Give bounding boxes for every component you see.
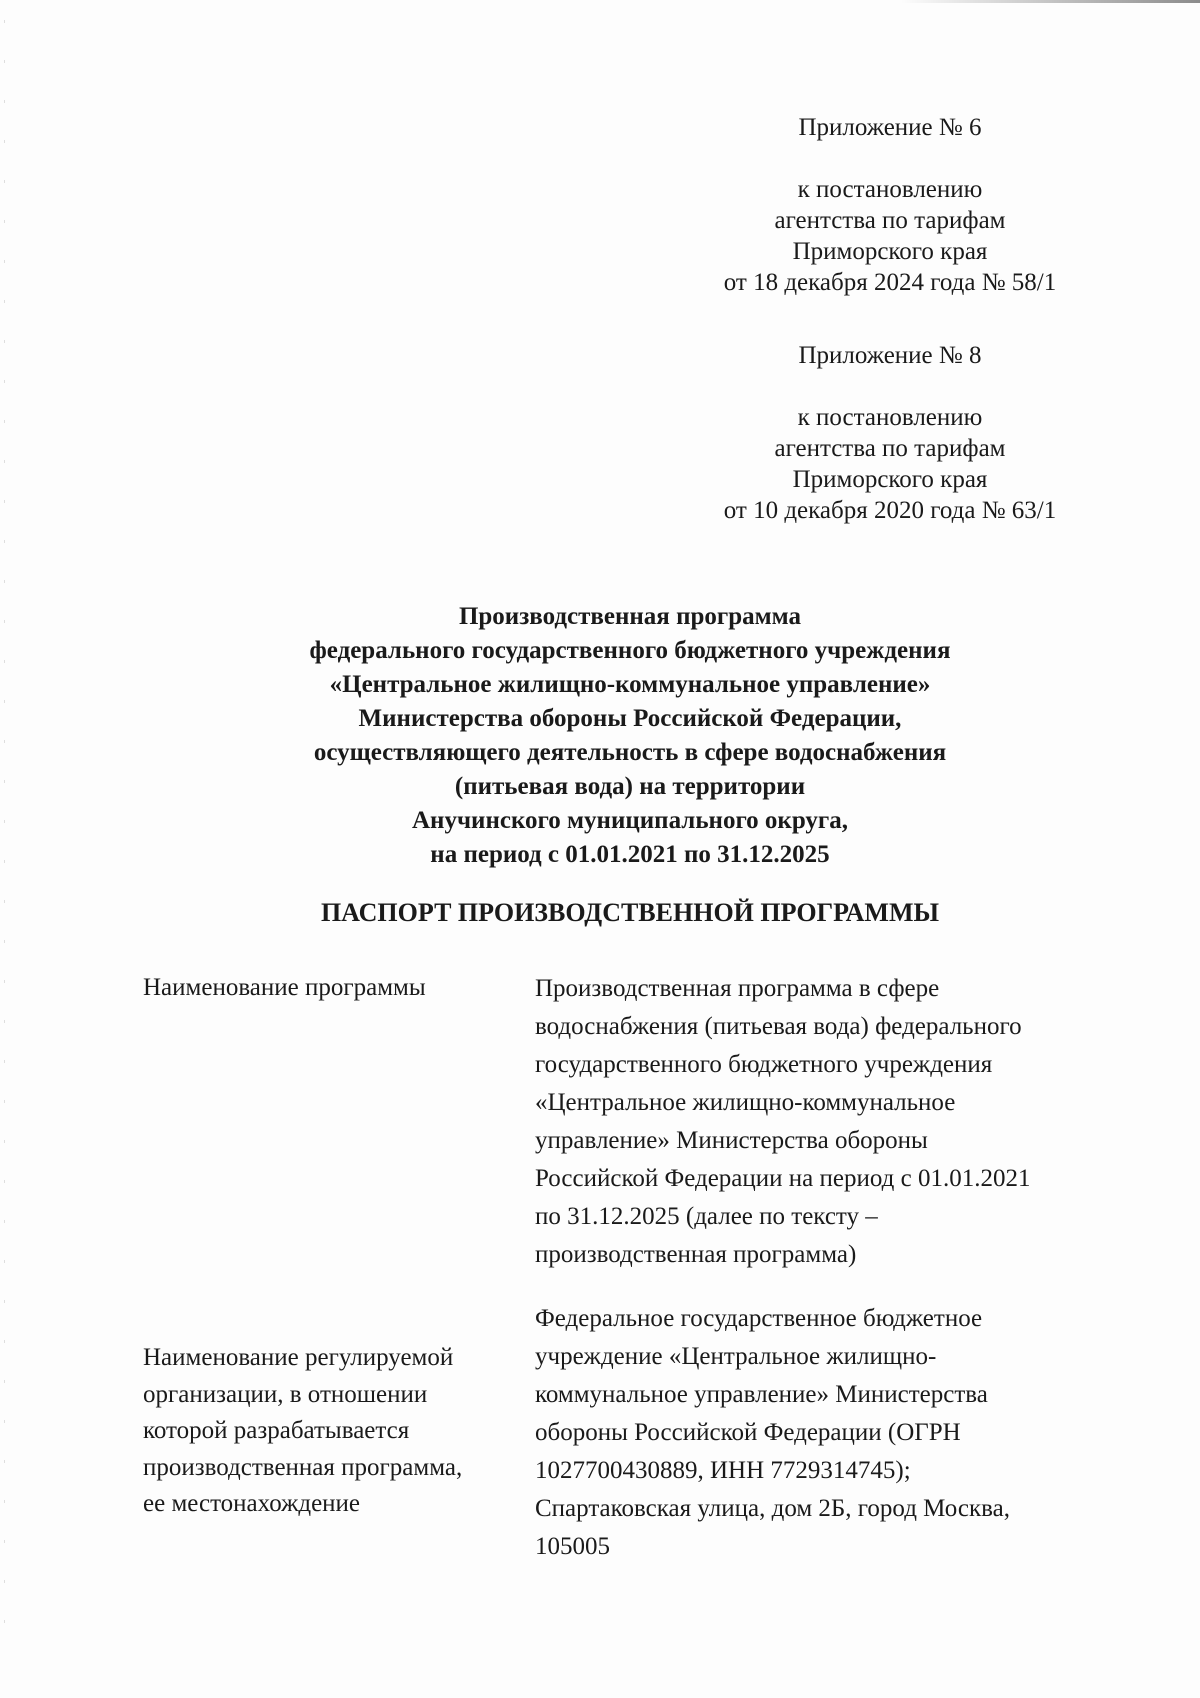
passport-value-line: управление» Министерства обороны: [535, 1127, 928, 1154]
appendix-current-line: Приморского края: [792, 238, 988, 265]
passport-value-line: государственного бюджетного учреждения: [535, 1051, 993, 1078]
passport-value-line: обороны Российской Федерации (ОГРН: [535, 1419, 961, 1446]
appendix-current-title: Приложение № 6: [798, 114, 982, 141]
passport-heading: ПАСПОРТ ПРОИЗВОДСТВЕННОЙ ПРОГРАММЫ: [320, 898, 940, 927]
program-title-line: федерального государственного бюджетного учреждения: [309, 637, 951, 664]
program-title-line: (питьевая вода) на территории: [454, 773, 806, 800]
appendix-original: [680, 340, 1100, 526]
passport-label-line: Наименование программы: [143, 974, 426, 1001]
passport-label-line: ее местонахождение: [143, 1490, 361, 1517]
passport-value-line: 105005: [535, 1533, 610, 1560]
passport-value-line: Российской Федерации на период с 01.01.2021: [535, 1165, 1031, 1192]
appendix-original-date: от 10 декабря 2020 года № 63/1: [723, 497, 1057, 524]
passport-value-line: Производственная программа в сфере: [535, 975, 940, 1002]
passport-label-line: которой разрабатывается: [143, 1417, 410, 1444]
passport-label: [143, 970, 513, 1007]
passport-value: [535, 970, 1103, 1274]
program-title-line: Анучинского муниципального округа,: [412, 807, 848, 834]
passport-value: [535, 1300, 1103, 1566]
passport-label: [143, 1340, 513, 1523]
appendix-current-line: агентства по тарифам: [774, 207, 1006, 234]
program-title-line: осуществляющего деятельность в сфере водоснабжения: [313, 739, 947, 766]
program-title-line: «Центральное жилищно-коммунальное управление»: [329, 671, 931, 698]
passport-value-line: по 31.12.2025 (далее по тексту –: [535, 1203, 878, 1230]
passport-value-line: «Центральное жилищно-коммунальное: [535, 1089, 956, 1116]
program-title-line: на период с 01.01.2021 по 31.12.2025: [430, 841, 830, 868]
passport-label-line: организации, в отношении: [143, 1380, 428, 1408]
scan-artifact-top: [900, 0, 1200, 3]
appendix-current-line: к постановлению: [797, 176, 983, 203]
passport-value-line: 1027700430889, ИНН 7729314745);: [535, 1457, 911, 1484]
program-title-line: Министерства обороны Российской Федерации,: [358, 705, 902, 732]
passport-value-line: производственная программа): [535, 1241, 857, 1268]
appendix-current: [680, 112, 1100, 298]
appendix-original-title: Приложение № 8: [798, 342, 982, 369]
appendix-original-line: к постановлению: [797, 404, 983, 431]
passport-value-line: Федеральное государственное бюджетное: [535, 1305, 983, 1332]
passport-value-line: коммунальное управление» Министерства: [535, 1381, 988, 1408]
appendix-original-line: Приморского края: [792, 466, 988, 493]
appendix-current-date: от 18 декабря 2024 года № 58/1: [723, 269, 1057, 296]
program-title-line: Производственная программа: [458, 603, 802, 630]
passport-value-line: водоснабжения (питьевая вода) федерального: [535, 1013, 1022, 1040]
appendix-original-line: агентства по тарифам: [774, 435, 1006, 462]
passport-label-line: производственная программа,: [143, 1453, 463, 1481]
program-title: [0, 600, 1200, 872]
passport-label-line: Наименование регулируемой: [143, 1344, 454, 1371]
passport-value-line: учреждение «Центральное жилищно-: [535, 1343, 937, 1370]
passport-value-line: Спартаковская улица, дом 2Б, город Москва,: [535, 1495, 1010, 1522]
